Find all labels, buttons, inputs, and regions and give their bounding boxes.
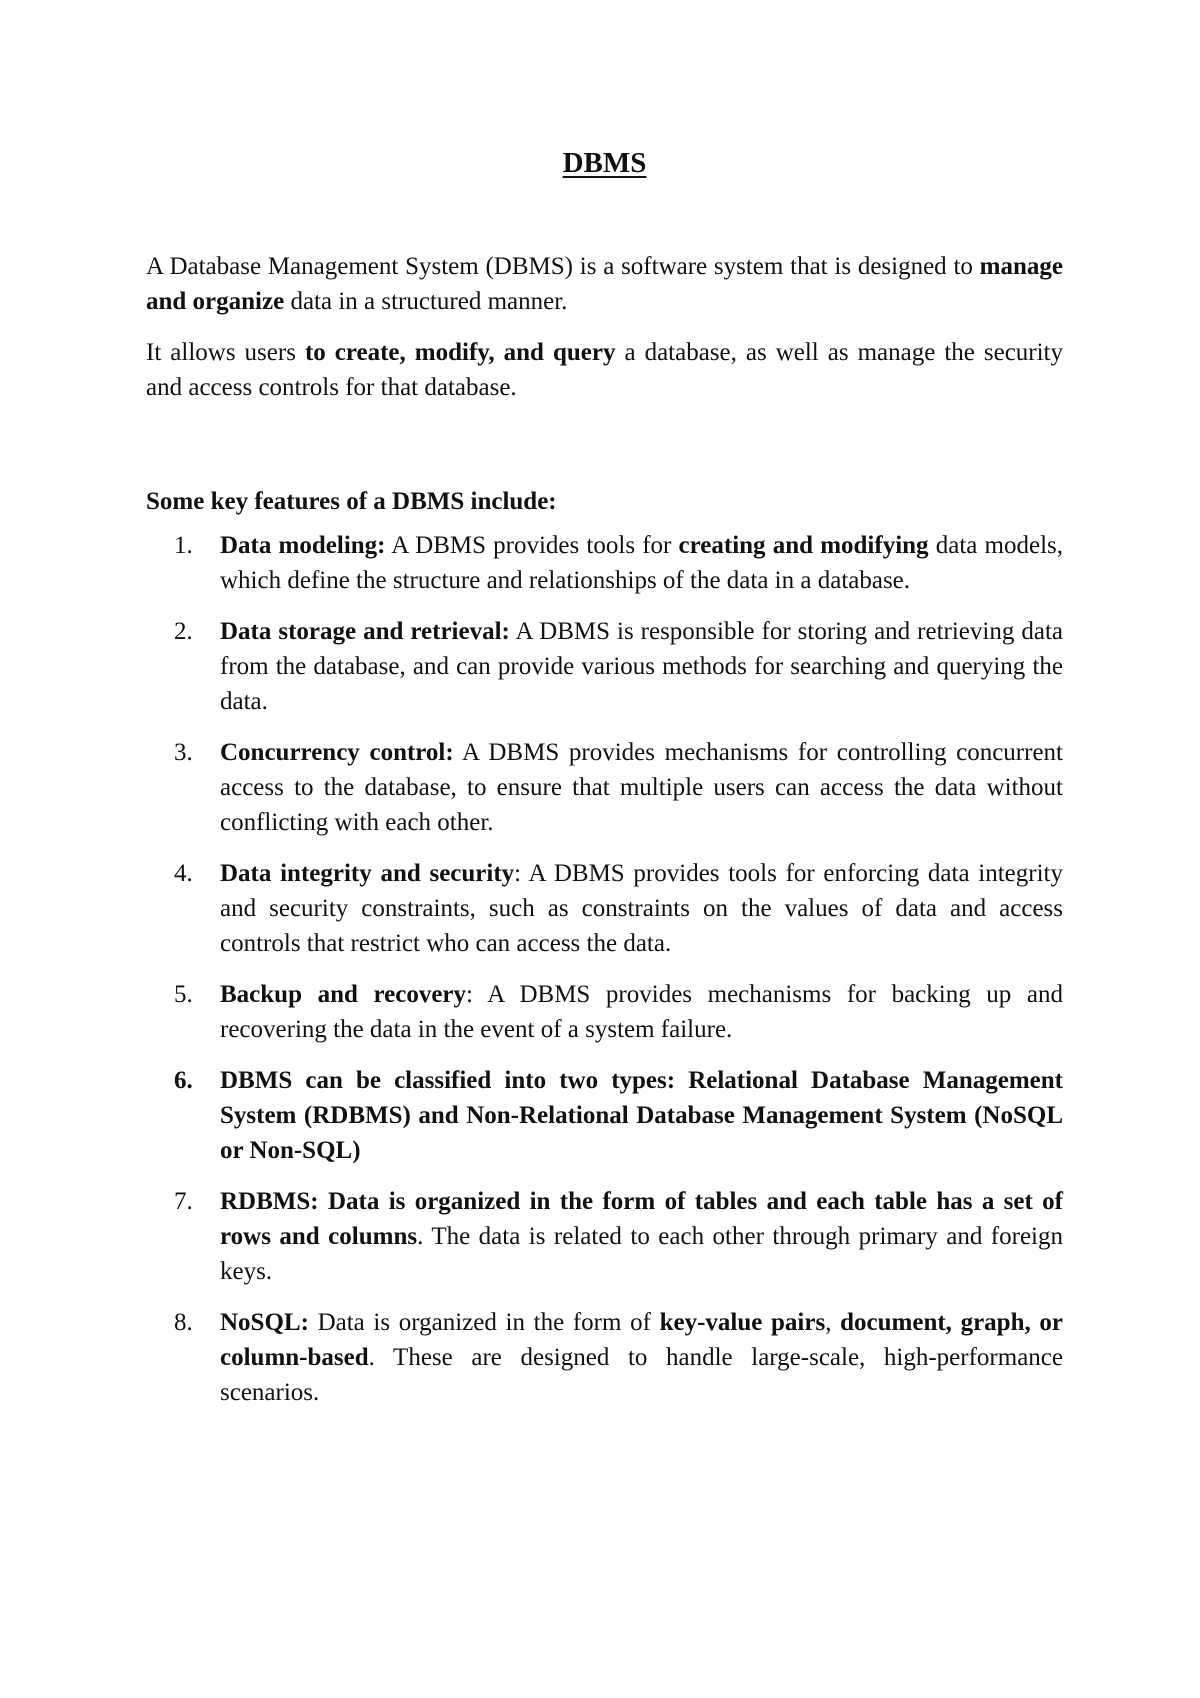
text-run: A Database Management System (DBMS) is a software system that is designed to [146, 253, 980, 280]
text-run: data models, which define the structure and relationships of the data in a database. [220, 532, 1064, 594]
text-run: . The data is related to each other through primary and foreign keys. [220, 1223, 1063, 1285]
text-run-bold: key-value pairs [659, 1309, 826, 1336]
text-run: . These are designed to handle large-scale, high-performance scenarios. [220, 1344, 1063, 1406]
list-number: 3. [174, 739, 193, 766]
text-run-bold: Data integrity and security [220, 860, 515, 887]
page-title: DBMS [562, 147, 647, 179]
text-run: Data is organized in the form of [308, 1309, 660, 1336]
text-run: A DBMS is responsible for storing and retrieving data from the database, and can provide various methods for searching and querying the data. [220, 618, 1063, 715]
list-item [146, 856, 1063, 961]
text-run: : A DBMS provides tools for enforcing data integrity and security constraints, such as constraints on the values of data and access controls that restrict who can access the data. [220, 860, 1063, 957]
list-item [146, 735, 1063, 840]
text-run: A DBMS provides tools for [385, 532, 679, 559]
list-item [146, 977, 1063, 1047]
list-number: 8. [174, 1309, 193, 1336]
text-run: A DBMS provides mechanisms for controlling concurrent access to the database, to ensure that multiple users can access the data without conflicting with each other. [220, 739, 1063, 836]
text-run-bold: document, graph, or column-based [220, 1309, 1064, 1371]
intro-paragraph [146, 249, 1063, 319]
text-run-bold: Data modeling: [220, 532, 386, 559]
list-item [146, 614, 1063, 719]
list-item [146, 1063, 1063, 1168]
list-item [146, 528, 1063, 598]
text-run-bold: DBMS can be classified into two types: Relational Database Management System (RDBMS) and Non-Relational Database Management System (NoSQL or Non-SQL) [220, 1067, 1063, 1164]
list-item [146, 1305, 1063, 1410]
text-run-bold: creating and modifying [678, 532, 929, 559]
list-number: 7. [174, 1188, 193, 1215]
list-number: 6. [174, 1067, 193, 1094]
text-run: data in a structured manner. [284, 288, 568, 315]
text-run-bold: to create, modify, and query [304, 339, 616, 366]
intro-paragraph [146, 335, 1063, 405]
features-heading: Some key features of a DBMS include: [146, 488, 557, 515]
text-run: It allows users [146, 339, 305, 366]
list-number: 4. [174, 860, 193, 887]
text-run: : A DBMS provides mechanisms for backing up and recovering the data in the event of a system failure. [220, 981, 1063, 1043]
text-run-bold: NoSQL: [220, 1309, 309, 1336]
list-item [146, 1184, 1063, 1289]
list-number: 1. [174, 532, 193, 559]
text-run-bold: Concurrency control: [220, 739, 454, 766]
text-run-bold: manage and organize [146, 253, 1063, 315]
list-number: 5. [174, 981, 193, 1008]
text-run-bold: RDBMS: Data is organized in the form of tables and each table has a set of rows and columns [220, 1188, 1063, 1250]
text-run-bold: Backup and recovery [220, 981, 467, 1008]
text-run: a database, as well as manage the security and access controls for that database. [146, 339, 1064, 401]
list-number: 2. [174, 618, 193, 645]
intro-section [146, 249, 1063, 405]
features-list [146, 528, 1063, 1410]
text-run-bold: Data storage and retrieval: [220, 618, 510, 645]
text-run: , [825, 1309, 841, 1336]
